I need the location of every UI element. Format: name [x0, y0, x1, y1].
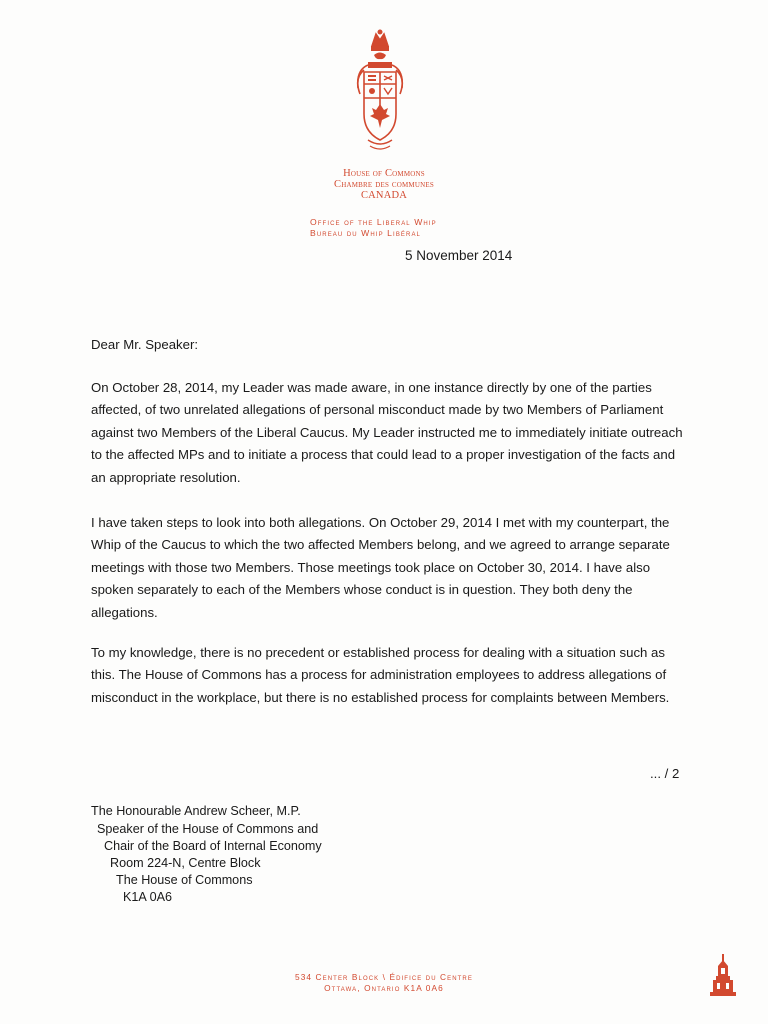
coat-of-arms-icon: [350, 28, 410, 158]
letterhead-institution: [234, 168, 534, 201]
recipient-line: Room 224-N, Centre Block: [110, 856, 261, 870]
letter-date: 5 November 2014: [405, 248, 513, 263]
paragraph-2: I have taken steps to look into both allegations. On October 29, 2014 I met with my counterpart, the Whip of the Caucus to which the two affected Members belong, and we agreed to arrange separate meetings with those two Members. Those meetings took place on October 30, 2014. I have also spoken separately to each of the Members whose conduct is in question. They both deny the allegations.: [91, 515, 670, 620]
peace-tower-icon: [710, 954, 736, 996]
country-name: CANADA: [360, 190, 408, 201]
paragraph-3: To my knowledge, there is no precedent or established process for dealing with a situation such as this. The House of Commons has a process for administration employees to address allegations of misconduct in the workplace, but there is no established process for complaints between Members.: [91, 645, 670, 705]
footer-address-line-2: Ottawa, Ontario K1A 0A6: [324, 983, 444, 993]
office-title-fr: Bureau du Whip Libéral: [310, 228, 421, 238]
salutation: Dear Mr. Speaker:: [91, 337, 199, 352]
house-name-fr: Chambre des communes: [334, 179, 434, 190]
paragraph-1: On October 28, 2014, my Leader was made aware, in one instance directly by one of the parties affected, of two unrelated allegations of personal misconduct made by two Members of Parliament against two Members of the Liberal Caucus. My Leader instructed me to immediately initiate outreach to the affected MPs and to initiate a process that could lead to a proper investigation of the facts and an appropriate resolution.: [91, 380, 683, 485]
recipient-line: The Honourable Andrew Scheer, M.P.: [91, 804, 301, 818]
recipient-line: The House of Commons: [116, 873, 253, 887]
recipient-line: Speaker of the House of Commons and: [97, 822, 319, 836]
office-title: [310, 217, 510, 239]
footer-address: [234, 972, 534, 994]
house-name-en: House of Commons: [343, 168, 425, 179]
footer-address-line-1: 534 Center Block \ Édifice du Centre: [295, 972, 473, 982]
page-continuation: ... / 2: [650, 766, 680, 781]
recipient-line: K1A 0A6: [123, 890, 173, 904]
recipient-line: Chair of the Board of Internal Economy: [104, 839, 322, 853]
office-title-en: Office of the Liberal Whip: [310, 217, 437, 227]
